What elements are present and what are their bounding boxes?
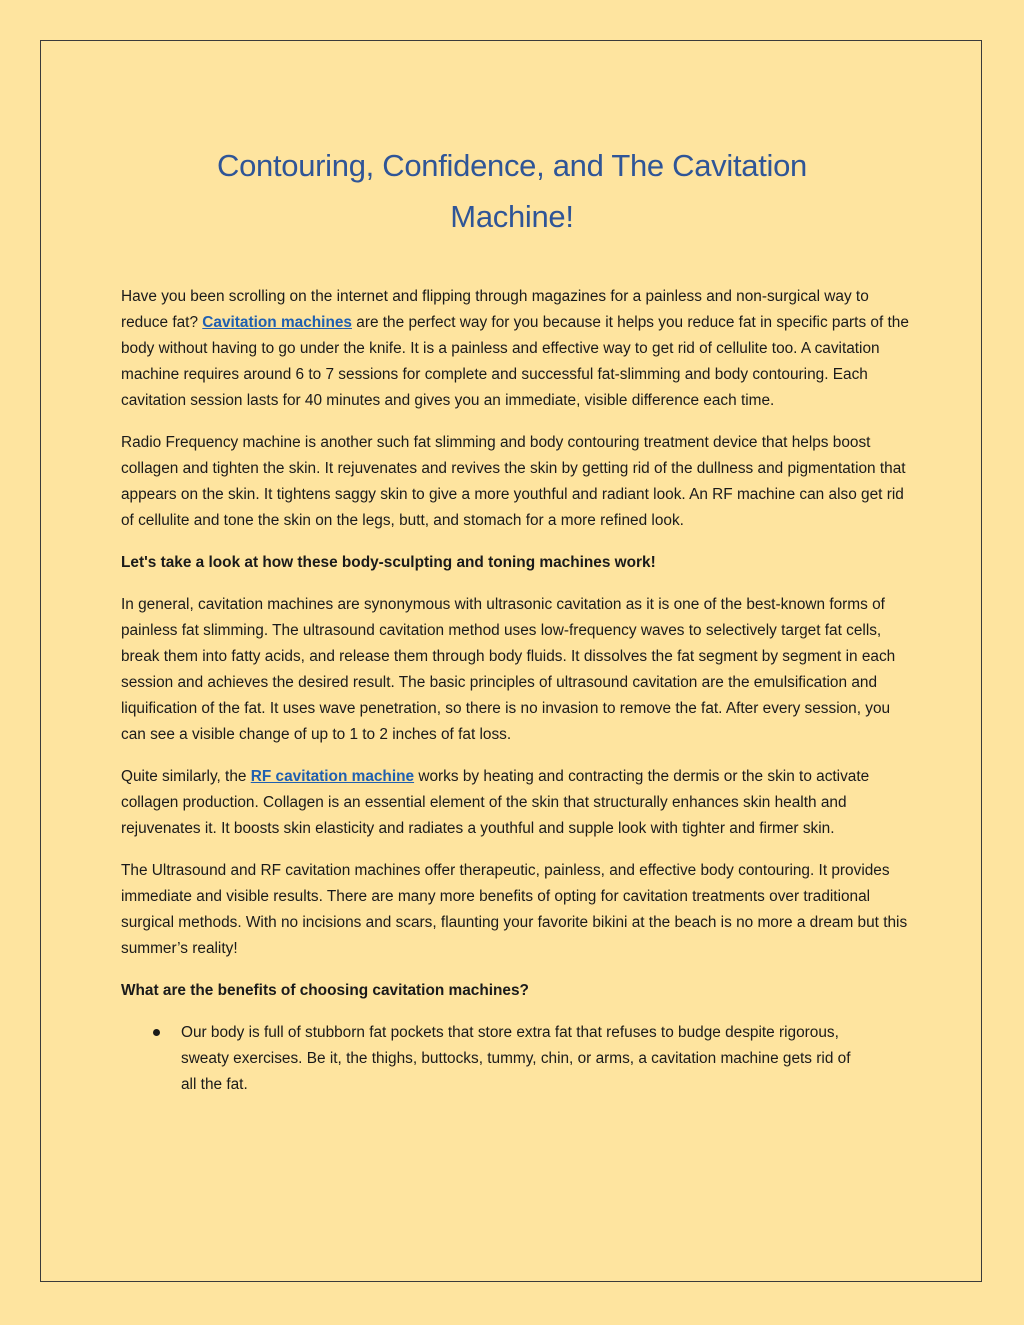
article-body xyxy=(121,284,911,1098)
paragraph-benefits-summary: The Ultrasound and RF cavitation machines offer therapeutic, painless, and effective body contouring. It provides immediate and visible results. There are many more benefits of opting for cavitation treatments over traditional surgical methods. With no incisions and scars, flaunting your favorite bikini at the beach is no more a dream but this summer’s reality! xyxy=(121,862,908,957)
paragraph-rf xyxy=(121,764,911,842)
paragraph-radio-frequency: Radio Frequency machine is another such fat slimming and body contouring treatment device that helps boost collagen and tighten the skin. It rejuvenates and revives the skin by getting rid of the dullness and pigmentation that appears on the skin. It tightens saggy skin to give a more youthful and radiant look. An RF machine can also get rid of cellulite and tone the skin on the legs, butt, and stomach for a more refined look. xyxy=(121,434,906,529)
paragraph-rf-text-a: Quite similarly, the xyxy=(121,768,251,785)
title-line-1: Contouring, Confidence, and The Cavitation xyxy=(217,148,807,183)
paragraph-intro-text-a: Have you been scrolling on the internet and flipping through magazines for a painless and non-surgical way to reduce fat? xyxy=(121,288,869,331)
title-line-2: Machine! xyxy=(450,199,574,234)
paragraph-ultrasound: In general, cavitation machines are synonymous with ultrasonic cavitation as it is one of the best-known forms of painless fat slimming. The ultrasound cavitation method uses low-frequency waves to selectively target fat cells, break them into fatty acids, and release them through body fluids. It dissolves the fat segment by segment in each session and achieves the desired result. The basic principles of ultrasound cavitation are the emulsification and liquification of the fat. It uses wave penetration, so there is no invasion to remove the fat. After every session, you can see a visible change of up to 1 to 2 inches of fat loss. xyxy=(121,596,896,743)
benefits-list xyxy=(121,1020,911,1098)
bullet-icon xyxy=(153,1029,160,1036)
section-heading-how-it-works: Let's take a look at how these body-sculpting and toning machines work! xyxy=(121,554,656,571)
paragraph-intro xyxy=(121,284,911,414)
rf-cavitation-machine-link[interactable]: RF cavitation machine xyxy=(250,768,415,785)
section-heading-benefits: What are the benefits of choosing cavitation machines? xyxy=(121,982,529,999)
paragraph-intro-text-b: are the perfect way for you because it helps you reduce fat in specific parts of the body without having to go under the knife. It is a painless and effective way to get rid of cellulite too. A cavitation machine requires around 6 to 7 sessions for complete and successful fat-slimming and body contouring. Each cavitation session lasts for 40 minutes and gives you an immediate, visible difference each time. xyxy=(121,314,909,409)
list-item-text: Our body is full of stubborn fat pockets that store extra fat that refuses to budge despite rigorous, sweaty exercises. Be it, the thighs, buttocks, tummy, chin, or arms, a cavitation machine gets rid of all the fat. xyxy=(181,1024,851,1093)
page-title xyxy=(160,140,864,242)
paragraph-rf-text-b: works by heating and contracting the dermis or the skin to activate collagen production. Collagen is an essential element of the skin that structurally enhances skin health and rejuvenates it. It boosts skin elasticity and radiates a youthful and supple look with tighter and firmer skin. xyxy=(121,768,870,837)
cavitation-machines-link[interactable]: Cavitation machines xyxy=(202,314,352,331)
list-item xyxy=(121,1020,861,1098)
